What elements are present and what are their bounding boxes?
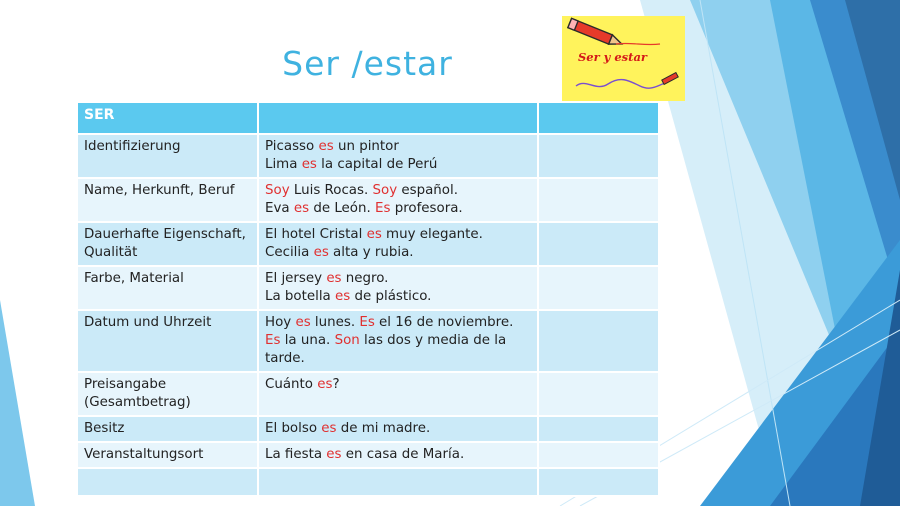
example-line <box>265 420 531 438</box>
header-cell-2 <box>258 102 538 134</box>
example-line <box>265 288 531 306</box>
table-row <box>77 178 659 222</box>
ser-y-estar-logo <box>562 16 685 101</box>
example-text: la una. <box>280 333 335 348</box>
verb-form: es <box>318 139 334 154</box>
verb-form: Soy <box>372 183 398 198</box>
example-line <box>265 244 531 262</box>
verb-form: Es <box>359 315 375 330</box>
example-text: la capital de Perú <box>316 157 438 172</box>
category-cell: Name, Herkunft, Beruf <box>77 178 258 222</box>
empty-cell <box>538 310 659 372</box>
example-cell <box>258 222 538 266</box>
example-text: muy elegante. <box>381 227 483 242</box>
example-text: español. <box>397 183 458 198</box>
verb-form: es <box>301 157 317 172</box>
example-text: de mi madre. <box>336 421 431 436</box>
example-text: de plástico. <box>350 289 432 304</box>
verb-form: es <box>366 227 382 242</box>
verb-form: es <box>326 271 342 286</box>
category-cell <box>77 468 258 496</box>
header-cell-ser: SER <box>77 102 258 134</box>
verb-form: es <box>335 289 351 304</box>
example-text: Hoy <box>265 315 296 330</box>
example-text: La fiesta <box>265 447 327 462</box>
example-cell <box>258 416 538 442</box>
example-text: alta y rubia. <box>328 245 414 260</box>
verb-form: Soy <box>265 183 290 198</box>
category-cell: Besitz <box>77 416 258 442</box>
empty-cell <box>538 178 659 222</box>
empty-cell <box>538 416 659 442</box>
example-text: Eva <box>265 201 294 216</box>
example-text: La botella <box>265 289 336 304</box>
table-row <box>77 266 659 310</box>
example-line <box>265 138 531 156</box>
example-text: ? <box>332 377 340 392</box>
example-text: Cecilia <box>265 245 314 260</box>
example-line <box>265 376 531 394</box>
category-cell: Dauerhafte Eigenschaft, Qualität <box>77 222 258 266</box>
example-text: Luis Rocas. <box>289 183 373 198</box>
verb-form: Es <box>265 333 281 348</box>
example-text: profesora. <box>390 201 463 216</box>
category-cell: Preisangabe (Gesamtbetrag) <box>77 372 258 416</box>
example-line <box>265 182 531 200</box>
empty-cell <box>538 442 659 468</box>
empty-cell <box>538 372 659 416</box>
verb-form: es <box>293 201 310 216</box>
example-text: de León. <box>309 201 375 216</box>
header-cell-3 <box>538 102 659 134</box>
example-cell <box>258 178 538 222</box>
example-cell <box>258 134 538 178</box>
verb-form: es <box>326 447 342 462</box>
verb-form: Es <box>375 201 391 216</box>
category-cell: Farbe, Material <box>77 266 258 310</box>
category-cell: Identifizierung <box>77 134 258 178</box>
example-line <box>265 270 531 288</box>
example-line <box>265 200 531 218</box>
table-row <box>77 416 659 442</box>
example-line <box>265 314 531 332</box>
table-header-row <box>77 102 659 134</box>
table-row <box>77 310 659 372</box>
empty-cell <box>538 266 659 310</box>
slide-title: Ser /estar <box>282 44 453 83</box>
verb-form: es <box>313 245 329 260</box>
ser-usage-table <box>76 101 660 497</box>
example-text: lunes. <box>310 315 360 330</box>
verb-form: es <box>317 377 333 392</box>
example-cell <box>258 266 538 310</box>
example-text: El jersey <box>265 271 327 286</box>
empty-cell <box>538 134 659 178</box>
category-cell: Datum und Uhrzeit <box>77 310 258 372</box>
example-text: las dos y media de la tarde. <box>265 333 507 366</box>
example-text: en casa de María. <box>341 447 465 462</box>
category-cell: Veranstaltungsort <box>77 442 258 468</box>
table-row <box>77 134 659 178</box>
verb-form: es <box>295 315 311 330</box>
example-text: Lima <box>265 157 302 172</box>
example-cell <box>258 442 538 468</box>
empty-cell <box>538 468 659 496</box>
example-text: El bolso <box>265 421 322 436</box>
example-line <box>265 446 531 464</box>
verb-form: es <box>321 421 337 436</box>
example-text: un pintor <box>333 139 399 154</box>
table-row <box>77 372 659 416</box>
table-row <box>77 468 659 496</box>
example-line <box>265 226 531 244</box>
example-text: Cuánto <box>265 377 318 392</box>
example-text: El hotel Cristal <box>265 227 367 242</box>
logo-text: Ser y estar <box>578 50 647 64</box>
example-text: negro. <box>341 271 389 286</box>
example-text: Picasso <box>265 139 319 154</box>
table-row <box>77 222 659 266</box>
example-line <box>265 332 531 368</box>
example-line <box>265 156 531 174</box>
table-row <box>77 442 659 468</box>
example-cell <box>258 372 538 416</box>
example-cell <box>258 468 538 496</box>
example-cell <box>258 310 538 372</box>
empty-cell <box>538 222 659 266</box>
example-text: el 16 de noviembre. <box>374 315 514 330</box>
verb-form: Son <box>334 333 360 348</box>
